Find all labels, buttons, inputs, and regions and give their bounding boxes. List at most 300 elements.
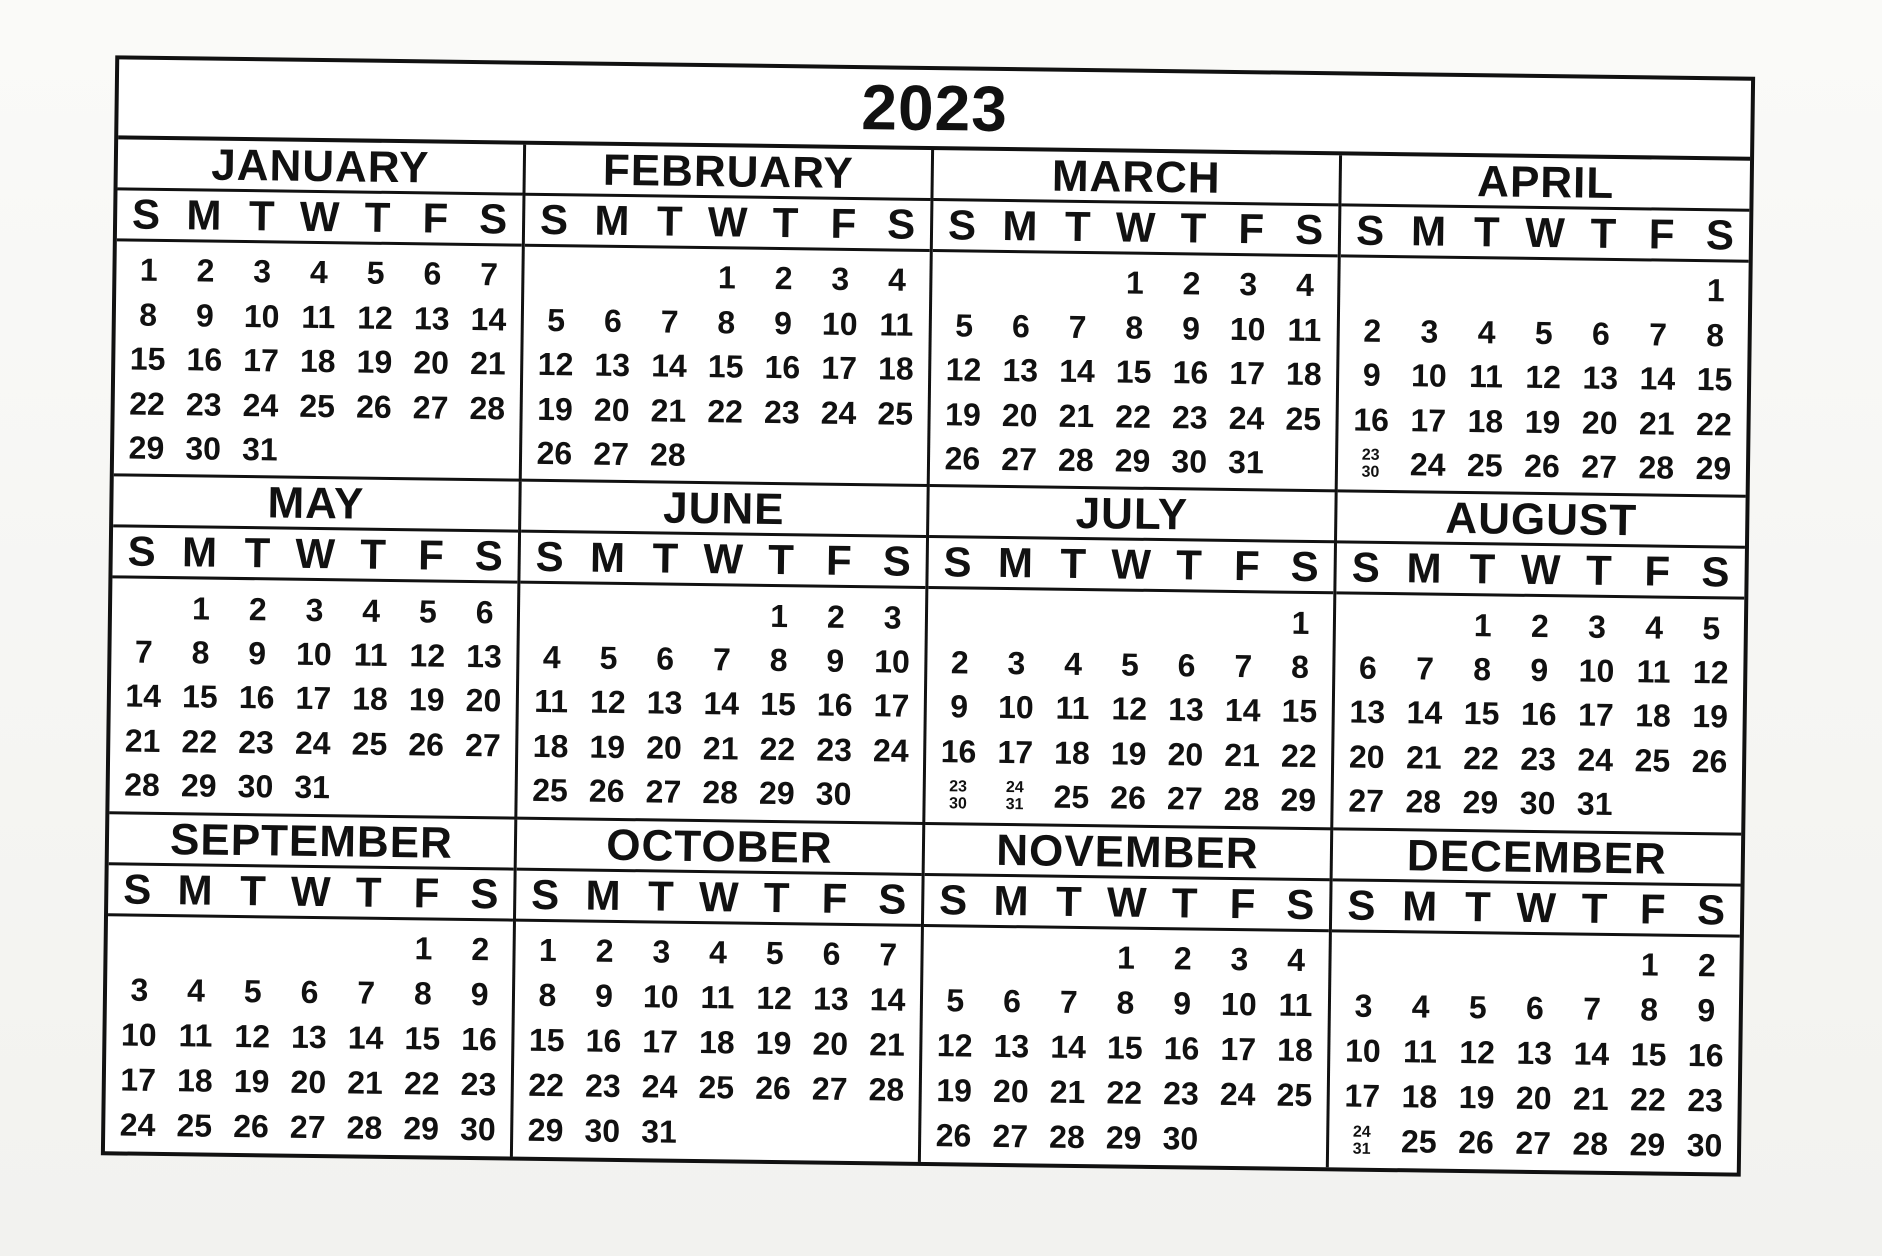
weekday-label: T (647, 872, 675, 920)
date-number: 17 (997, 733, 1034, 771)
date-number: 12 (234, 1018, 271, 1055)
date-number: 12 (945, 351, 982, 388)
date-number: 1 (1640, 946, 1659, 983)
date-number: 12 (936, 1027, 973, 1064)
month-march (930, 150, 1342, 493)
weekday-label: W (698, 872, 739, 921)
date-number: 4 (542, 638, 561, 676)
date-cell-split (986, 779, 1043, 814)
date-number: 23 (238, 723, 275, 761)
date-number: 2 (471, 931, 490, 968)
date-number: 7 (1068, 308, 1087, 345)
weekday-label: S (1290, 543, 1320, 591)
weekday-header (112, 528, 518, 584)
empty-cell (524, 612, 581, 613)
date-number: 18 (1285, 355, 1322, 393)
date-number: 12 (537, 346, 574, 383)
empty-cell (637, 614, 694, 615)
date-number: 7 (1234, 648, 1253, 685)
month-name: NOVEMBER (925, 825, 1331, 881)
date-number: 27 (593, 435, 630, 473)
date-number: 6 (475, 593, 494, 630)
date-number: 25 (1053, 779, 1090, 816)
date-number: 29 (1695, 450, 1732, 487)
date-number: 29 (1462, 784, 1499, 821)
date-number: 4 (1064, 645, 1083, 683)
weekday-label: T (1064, 202, 1091, 251)
date-number: 11 (879, 306, 914, 343)
date-number: 28 (469, 389, 506, 427)
date-number: 29 (1629, 1126, 1666, 1164)
weekday-label: F (825, 536, 853, 585)
empty-cell (1507, 963, 1564, 964)
date-number: 15 (1281, 693, 1318, 730)
date-number: 17 (243, 342, 280, 379)
date-number: 13 (594, 346, 631, 384)
date-number: 5 (599, 639, 618, 676)
date-number: 3 (1420, 313, 1439, 350)
weekday-label: S (122, 865, 152, 913)
date-number: 30 (185, 430, 222, 467)
date-number: 24 (872, 732, 909, 769)
date-number: 30 (815, 775, 852, 813)
date-number: 18 (1053, 734, 1091, 772)
weekday-label: W (290, 867, 331, 915)
date-number: 18 (299, 342, 336, 380)
weekday-label: M (1002, 201, 1038, 250)
empty-cell (1397, 624, 1454, 625)
date-number: 13 (1582, 359, 1619, 397)
date-number: 30 (1686, 1127, 1723, 1164)
date-number: 7 (879, 936, 898, 973)
date-number: 9 (1173, 985, 1192, 1022)
date-number: 4 (309, 254, 329, 291)
month-name: MARCH (933, 150, 1339, 206)
date-number: 16 (585, 1022, 622, 1060)
date-number: 4 (1477, 313, 1496, 351)
date-number: 21 (1224, 736, 1261, 774)
month-january (114, 139, 526, 482)
date-number: 11 (1287, 311, 1322, 348)
date-number: 12 (1111, 690, 1148, 728)
weekday-label: W (1516, 883, 1557, 931)
date-number: 23 (460, 1066, 497, 1103)
empty-cell (989, 618, 1046, 619)
date-number: 22 (707, 392, 744, 430)
date-number: 21 (1058, 397, 1095, 434)
date-number: 26 (754, 1070, 792, 1107)
date-number: 7 (134, 633, 153, 670)
date-number: 8 (139, 296, 158, 333)
date-number: 11 (178, 1017, 213, 1054)
date-number: 22 (1629, 1081, 1667, 1119)
date-number: 21 (868, 1026, 906, 1064)
date-number: 19 (1692, 698, 1729, 735)
date-number: 3 (883, 598, 902, 636)
weekday-label: W (1111, 540, 1152, 589)
date-number: 16 (1520, 696, 1557, 733)
date-number: 29 (758, 775, 795, 812)
date-number: 25 (299, 387, 336, 424)
date-number: 11 (1468, 358, 1504, 395)
date-number: 16 (186, 341, 223, 378)
weekday-label: S (938, 875, 968, 924)
weekday-label: T (1055, 877, 1083, 925)
weekday-label: T (244, 529, 271, 577)
month-april (1338, 155, 1750, 498)
date-number: 19 (408, 681, 445, 719)
date-number: 20 (812, 1025, 849, 1063)
date-number: 6 (1358, 649, 1378, 686)
weekday-label: S (478, 195, 508, 243)
date-number: 23 (816, 731, 853, 768)
weekday-label: S (1701, 548, 1730, 596)
empty-cell (1516, 288, 1573, 289)
date-number: 24 (820, 394, 857, 431)
date-number: 17 (873, 687, 910, 725)
empty-cell (528, 275, 585, 276)
date-number: 12 (357, 299, 394, 336)
date-number: 18 (532, 727, 569, 765)
date-number: 25 (698, 1069, 735, 1106)
date-number: 28 (1572, 1125, 1609, 1163)
date-number: 1 (717, 259, 737, 296)
date-number: 9 (773, 304, 793, 341)
date-number: 4 (1645, 608, 1664, 646)
date-number: 26 (233, 1108, 270, 1145)
date-number: 4 (186, 972, 206, 1009)
weekday-label: F (413, 868, 440, 917)
date-number: 23 (1171, 398, 1208, 436)
date-cell-split (1342, 447, 1400, 482)
date-number: 2 (196, 252, 215, 289)
date-number: 30 (1519, 785, 1556, 822)
weekday-label: W (1520, 546, 1561, 594)
date-number: 9 (1362, 356, 1381, 394)
date-number: 20 (413, 344, 450, 381)
date-number-bottom: 31 (1005, 796, 1024, 814)
date-number: 1 (538, 932, 558, 969)
date-number: 10 (1410, 357, 1447, 394)
date-number: 11 (1636, 653, 1671, 690)
empty-cell (928, 955, 985, 956)
month-name: DECEMBER (1333, 830, 1742, 886)
weekday-header (525, 196, 931, 252)
date-number: 29 (403, 1110, 440, 1148)
date-number: 24 (1219, 1076, 1256, 1113)
weekday-label: T (1060, 540, 1087, 588)
date-number: 9 (195, 297, 215, 334)
empty-cell (1102, 620, 1159, 621)
date-number: 15 (1696, 361, 1733, 398)
empty-cell (1340, 623, 1397, 624)
month-december (1329, 830, 1741, 1173)
date-number: 25 (176, 1107, 213, 1145)
weekday-label: M (181, 528, 218, 577)
date-number: 1 (414, 930, 433, 967)
date-number: 26 (588, 773, 625, 810)
date-number: 10 (295, 635, 332, 673)
weekday-label: T (772, 198, 799, 247)
date-number: 20 (290, 1064, 327, 1101)
weekday-label: S (131, 190, 161, 238)
date-number: 11 (534, 683, 569, 720)
date-number: 5 (418, 592, 438, 630)
date-number: 6 (1011, 307, 1030, 344)
date-number: 20 (1515, 1080, 1552, 1117)
date-number: 9 (1181, 309, 1201, 347)
date-number: 24 (641, 1068, 678, 1106)
weekday-label: F (830, 199, 857, 248)
weekday-label: T (355, 868, 382, 916)
empty-cell (932, 618, 989, 619)
date-number: 10 (1344, 1032, 1381, 1070)
date-number: 3 (831, 260, 850, 298)
month-grid (105, 139, 1750, 1172)
empty-cell (282, 947, 339, 948)
weekday-label: M (585, 871, 621, 919)
weekday-header (108, 865, 514, 921)
date-number-top: 23 (949, 778, 968, 796)
date-number: 3 (1239, 266, 1258, 303)
weekday-label: T (656, 197, 683, 245)
date-number: 21 (1049, 1074, 1086, 1111)
month-name: OCTOBER (517, 819, 923, 875)
empty-cell (1050, 282, 1107, 283)
empty-cell (1393, 961, 1450, 962)
month-name: MAY (113, 477, 519, 533)
date-number: 1 (1706, 272, 1725, 309)
date-number: 9 (1697, 992, 1716, 1029)
date-number: 21 (650, 391, 687, 429)
weekday-label: F (1238, 205, 1265, 253)
date-number: 2 (1182, 265, 1201, 302)
date-number: 3 (1354, 987, 1373, 1025)
date-number: 8 (1473, 651, 1492, 688)
date-number: 19 (356, 343, 393, 381)
date-number: 23 (185, 385, 222, 423)
empty-cell (984, 956, 1041, 957)
date-number: 28 (649, 436, 686, 473)
date-number: 7 (660, 303, 679, 340)
date-number: 16 (764, 348, 801, 386)
date-number: 18 (1401, 1078, 1438, 1116)
weekday-label: F (1233, 542, 1261, 590)
date-number: 22 (528, 1067, 565, 1104)
date-number: 7 (357, 974, 376, 1012)
date-number: 17 (295, 680, 332, 717)
date-number: 7 (1582, 990, 1602, 1028)
weekday-label: T (1464, 882, 1492, 931)
date-number: 15 (1630, 1036, 1667, 1074)
date-number: 27 (992, 1118, 1029, 1155)
date-number: 6 (1591, 315, 1611, 352)
date-number: 30 (1162, 1120, 1199, 1158)
date-number: 18 (176, 1062, 213, 1100)
date-number: 3 (253, 253, 272, 290)
date-number: 23 (584, 1067, 621, 1105)
date-number: 16 (1163, 1030, 1200, 1067)
date-number: 22 (129, 385, 166, 422)
date-number: 30 (1171, 443, 1208, 480)
date-number: 26 (408, 726, 445, 763)
date-number: 5 (243, 973, 262, 1010)
weekday-label: F (1644, 547, 1671, 596)
date-number: 14 (347, 1019, 384, 1057)
date-number: 21 (702, 730, 739, 767)
date-number: 1 (1473, 606, 1492, 643)
date-number: 27 (289, 1109, 326, 1146)
empty-cell (1159, 621, 1216, 622)
date-number-top: 24 (1352, 1124, 1371, 1142)
weekday-label: T (767, 536, 795, 584)
date-number: 9 (594, 977, 614, 1015)
date-number: 26 (1523, 447, 1561, 485)
date-number: 14 (1639, 360, 1676, 397)
date-number: 2 (1697, 947, 1717, 984)
weekday-label: W (1524, 208, 1566, 257)
date-number: 17 (1220, 1031, 1257, 1068)
date-number: 7 (1415, 650, 1435, 687)
date-number: 5 (1534, 314, 1553, 351)
date-grid (522, 247, 930, 485)
weekday-label: T (359, 530, 387, 579)
weekday-label: T (1469, 545, 1496, 593)
year-title: 2023 (118, 59, 1751, 160)
date-number: 11 (700, 979, 735, 1016)
date-number: 28 (346, 1109, 383, 1147)
month-may (109, 477, 521, 820)
date-number: 19 (233, 1063, 270, 1100)
date-number: 3 (652, 933, 671, 970)
date-number: 17 (1410, 401, 1447, 439)
date-number: 27 (1515, 1125, 1552, 1162)
date-number: 28 (868, 1071, 905, 1109)
date-number: 19 (1524, 403, 1561, 440)
date-number: 25 (877, 394, 914, 432)
empty-cell (1450, 962, 1507, 963)
weekday-label: S (886, 200, 916, 248)
date-number: 28 (124, 766, 161, 804)
date-number: 16 (1687, 1037, 1724, 1074)
date-number-bottom: 30 (948, 795, 967, 813)
date-number: 18 (1634, 697, 1672, 735)
weekday-label: T (1473, 208, 1500, 256)
date-number: 9 (826, 642, 845, 679)
month-october (513, 819, 925, 1162)
date-number: 4 (887, 261, 907, 298)
date-number: 26 (536, 434, 573, 472)
weekday-label: M (1406, 544, 1442, 593)
date-number: 29 (128, 429, 165, 467)
date-number: 25 (1276, 1076, 1313, 1114)
date-number: 20 (1167, 736, 1204, 773)
date-number: 10 (120, 1016, 157, 1054)
date-number: 10 (1229, 310, 1266, 348)
date-number: 13 (1349, 694, 1386, 731)
date-number: 13 (1516, 1035, 1553, 1072)
empty-cell (1216, 621, 1273, 622)
weekday-label: F (1229, 879, 1256, 927)
weekday-label: M (594, 196, 630, 245)
date-number-top: 23 (1361, 446, 1380, 464)
weekday-label: T (1175, 541, 1203, 589)
date-number: 20 (1348, 738, 1385, 775)
date-number: 17 (120, 1061, 157, 1099)
weekday-label: W (1106, 878, 1147, 926)
date-number: 14 (1050, 1028, 1087, 1066)
weekday-label: S (1355, 206, 1385, 254)
date-number: 2 (248, 590, 267, 627)
empty-cell (1336, 961, 1393, 962)
month-name: JULY (929, 487, 1335, 543)
empty-cell (1630, 289, 1687, 290)
empty-cell (1573, 289, 1630, 290)
date-number: 13 (812, 980, 849, 1018)
date-number: 23 (763, 393, 800, 430)
date-number: 20 (465, 682, 502, 719)
date-number: 4 (708, 934, 728, 971)
weekday-label: S (470, 869, 499, 918)
date-number: 22 (759, 730, 796, 768)
date-number: 24 (242, 386, 279, 424)
date-number: 8 (717, 303, 736, 341)
date-number: 21 (469, 345, 506, 382)
month-name: JUNE (521, 482, 927, 538)
date-number: 1 (1125, 264, 1145, 302)
date-number: 14 (470, 300, 507, 338)
weekday-label: W (707, 198, 748, 246)
date-number: 30 (237, 768, 274, 805)
date-number: 10 (997, 689, 1034, 726)
date-number: 2 (774, 260, 793, 297)
date-number: 14 (1058, 352, 1096, 390)
date-number: 26 (1457, 1124, 1495, 1161)
empty-cell (112, 945, 169, 946)
date-number: 27 (1348, 782, 1385, 820)
weekday-label: S (1286, 880, 1315, 928)
date-number: 13 (290, 1019, 327, 1056)
weekday-label: M (186, 191, 222, 239)
weekday-label: M (1410, 207, 1447, 255)
date-number: 19 (589, 728, 626, 765)
date-number: 13 (646, 684, 683, 722)
date-number: 29 (527, 1112, 564, 1149)
date-number: 9 (950, 688, 969, 726)
date-number: 23 (1162, 1075, 1200, 1112)
date-number: 12 (756, 980, 793, 1017)
date-number: 5 (955, 307, 974, 344)
date-number: 17 (1344, 1077, 1381, 1115)
date-number: 10 (243, 297, 280, 335)
date-number: 16 (238, 679, 275, 716)
date-number: 29 (180, 767, 217, 805)
date-number: 12 (589, 684, 626, 721)
date-number: 26 (355, 388, 392, 425)
empty-cell (1041, 957, 1098, 958)
weekday-label: F (422, 194, 449, 242)
date-grid (921, 927, 1329, 1168)
date-number: 17 (821, 349, 858, 387)
date-number: 25 (351, 725, 388, 762)
weekday-label: S (535, 533, 564, 581)
date-number: 14 (703, 685, 740, 723)
date-number: 11 (1402, 1033, 1438, 1071)
weekday-label: W (703, 535, 744, 583)
date-number: 25 (1634, 742, 1671, 779)
empty-cell (338, 947, 395, 948)
month-september (105, 814, 517, 1157)
